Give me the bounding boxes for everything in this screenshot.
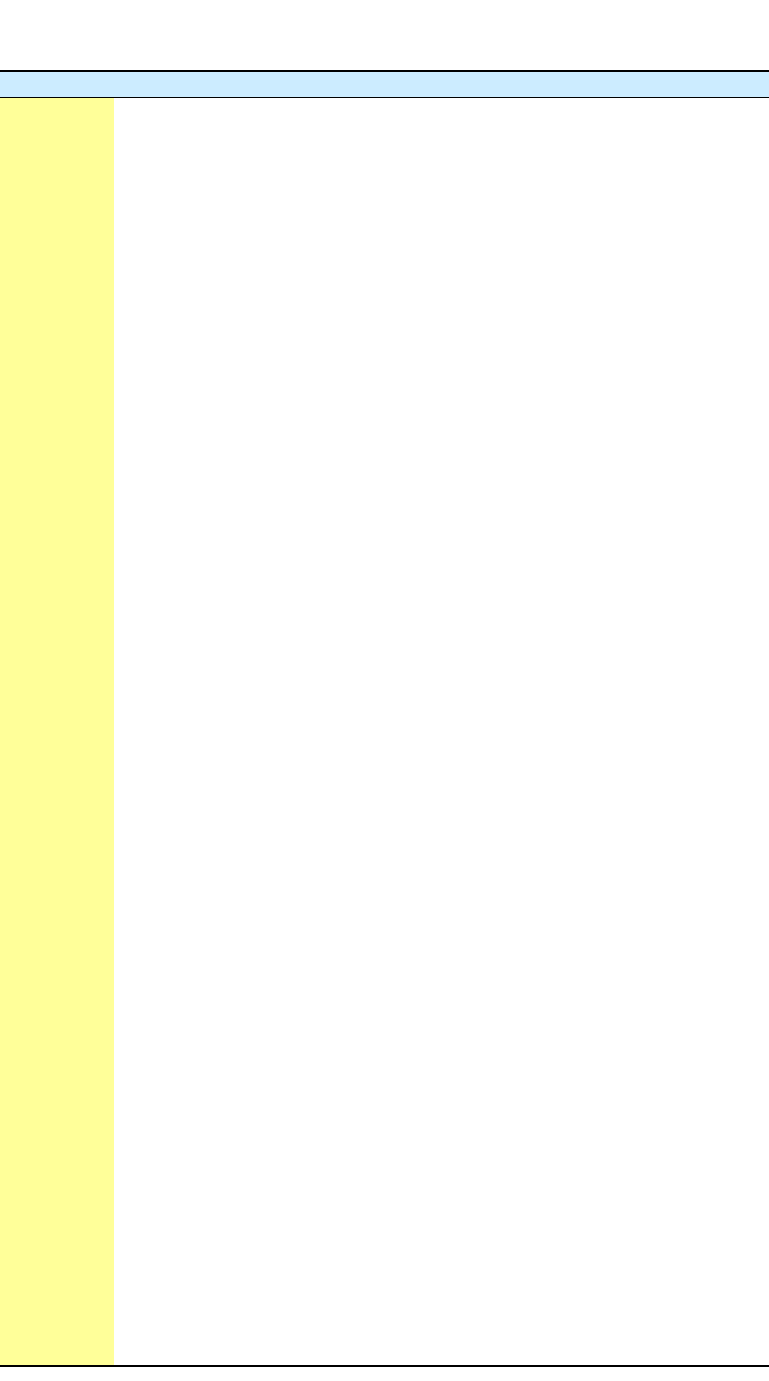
bottom-rule [0, 1365, 769, 1367]
header-divider [0, 97, 769, 98]
header-row [0, 72, 769, 98]
region-column-background [0, 98, 114, 1365]
